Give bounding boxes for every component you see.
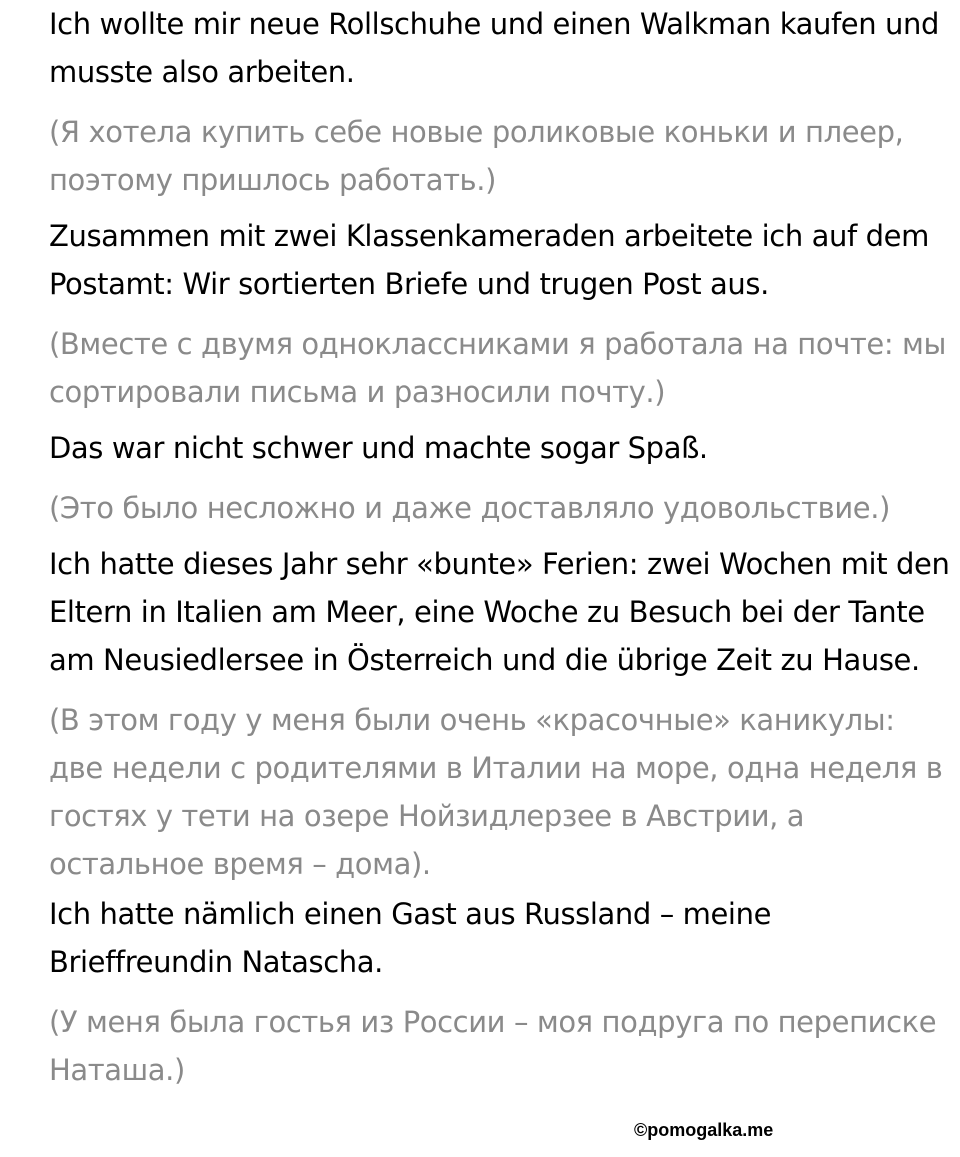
russian-translation: (Вместе с двумя одноклассниками я работала на почте: мы сортировали письма и разносили почту.) — [49, 327, 947, 409]
text-page — [49, 0, 954, 1094]
german-paragraph: Ich wollte mir neue Rollschuhe und einen Walkman kaufen und musste also arbeiten. — [49, 7, 939, 89]
russian-translation: (Я хотела купить себе новые роликовые коньки и плеер, поэтому пришлось работать.) — [49, 115, 904, 197]
german-paragraph: Zusammen mit zwei Klassenkameraden arbeitete ich auf dem Postamt: Wir sortierten Briefe und trugen Post aus. — [49, 219, 929, 301]
german-paragraph: Ich hatte dieses Jahr sehr «bunte» Ferien: zwei Wochen mit den Eltern in Italien am Meer, eine Woche zu Besuch bei der Tante am Neusiedlersee in Österreich und die übrige Zeit zu Hause. — [49, 547, 950, 677]
german-paragraph: Ich hatte nämlich einen Gast aus Russland – meine Brieffreundin Natascha. — [49, 897, 772, 979]
russian-translation: (Это было несложно и даже доставляло удовольствие.) — [49, 491, 890, 525]
russian-translation: (У меня была гостья из России – моя подруга по переписке Наташа.) — [49, 1005, 937, 1087]
watermark-label: ©pomogalka.me — [634, 1120, 774, 1140]
russian-translation: (В этом году у меня были очень «красочные» каникулы: две недели с родителями в Италии на море, одна неделя в гостях у тети на озере Нойзидлерзее в Австрии, а остальное время – дома). — [49, 703, 943, 881]
german-paragraph: Das war nicht schwer und machte sogar Spaß. — [49, 431, 708, 465]
